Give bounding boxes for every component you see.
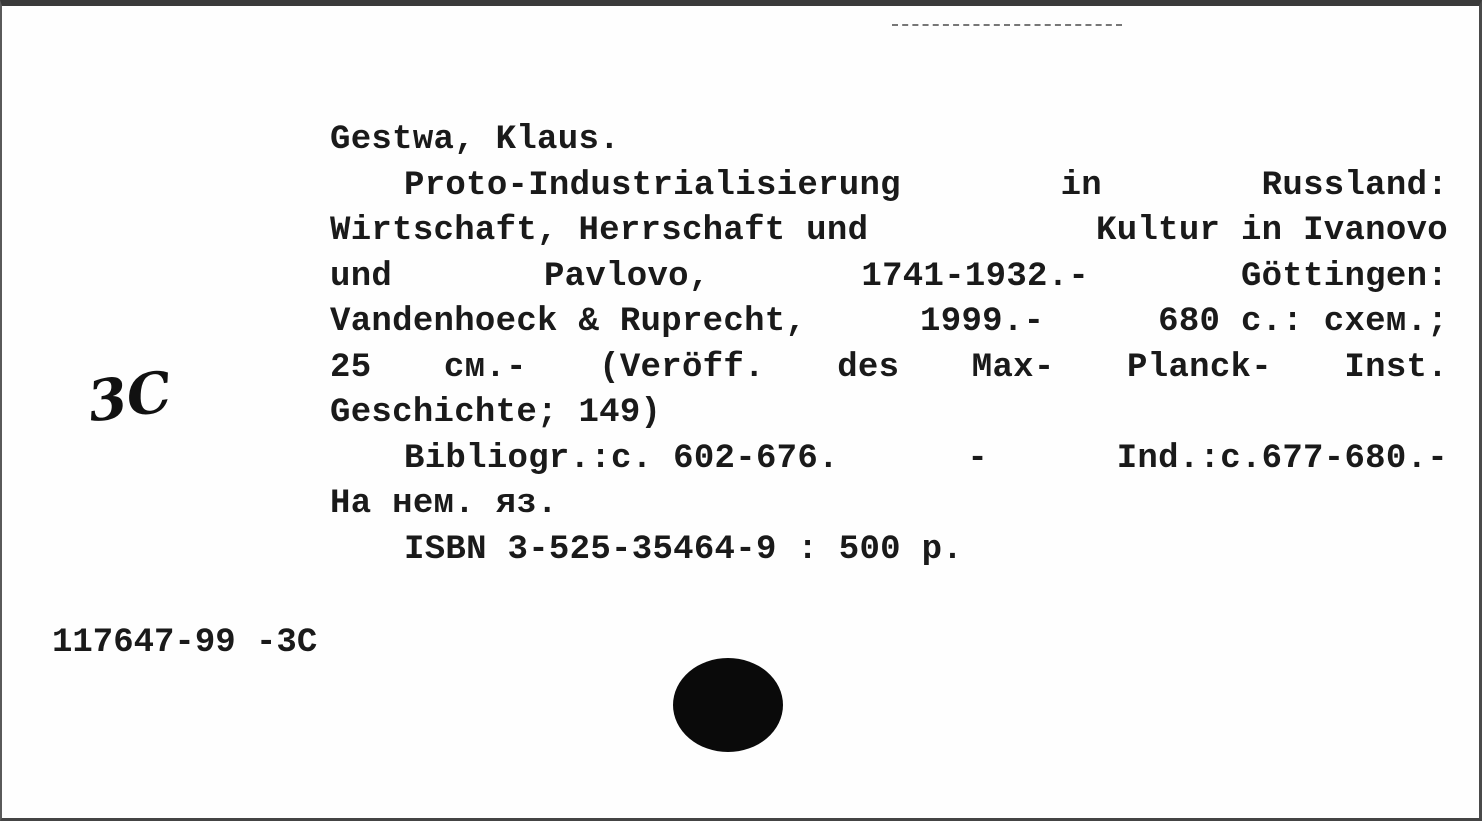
author-line: Gestwa, Klaus. xyxy=(330,121,620,159)
title-word: in xyxy=(1060,166,1102,205)
note-part: Bibliogr.:c. 602-676. xyxy=(404,439,839,478)
publisher-line xyxy=(330,300,1448,346)
title-line-2 xyxy=(330,209,1448,255)
series-word: 25 xyxy=(330,348,372,387)
series-word: Inst. xyxy=(1344,348,1448,387)
title-word: und xyxy=(330,257,393,296)
series-line xyxy=(330,346,1448,392)
bibliography-note xyxy=(330,437,1448,483)
imprint-place: Göttingen: xyxy=(1240,257,1448,296)
title-word: Pavlovo, xyxy=(543,257,710,296)
card-top-mark xyxy=(892,24,1122,26)
series-word: Planck- xyxy=(1127,348,1272,387)
punch-hole xyxy=(673,658,783,752)
note-part: Ind.:c.677-680.- xyxy=(1116,439,1448,478)
title-word: Proto-Industrialisierung xyxy=(404,166,901,205)
title-line-1 xyxy=(330,164,1448,210)
note-part: - xyxy=(967,439,989,478)
publication-year: 1999.- xyxy=(920,303,1045,341)
language-note: На нем. яз. xyxy=(330,485,558,523)
series-word: (Veröff. xyxy=(599,348,765,387)
series-word: des xyxy=(837,348,900,387)
title-word: Wirtschaft, Herrschaft und xyxy=(330,212,869,250)
pagination: 680 с.: схем.; xyxy=(1158,303,1448,341)
imprint-line xyxy=(330,255,1448,301)
title-word: Kultur in Ivanovo xyxy=(1096,212,1448,250)
handwritten-location-mark: 3С xyxy=(83,358,176,436)
accession-number: 117647-99 -3С xyxy=(52,624,318,662)
isbn-line: ISBN 3-525-35464-9 : 500 р. xyxy=(404,530,963,569)
publisher: Vandenhoeck & Ruprecht, xyxy=(330,303,807,341)
title-word: Russland: xyxy=(1261,166,1448,205)
series-word: Max- xyxy=(971,348,1055,387)
series-word: см.- xyxy=(443,348,527,387)
bibliographic-entry xyxy=(330,118,1448,573)
series-end-line: Geschichte; 149) xyxy=(330,394,662,432)
imprint-dates: 1741-1932.- xyxy=(861,257,1090,296)
